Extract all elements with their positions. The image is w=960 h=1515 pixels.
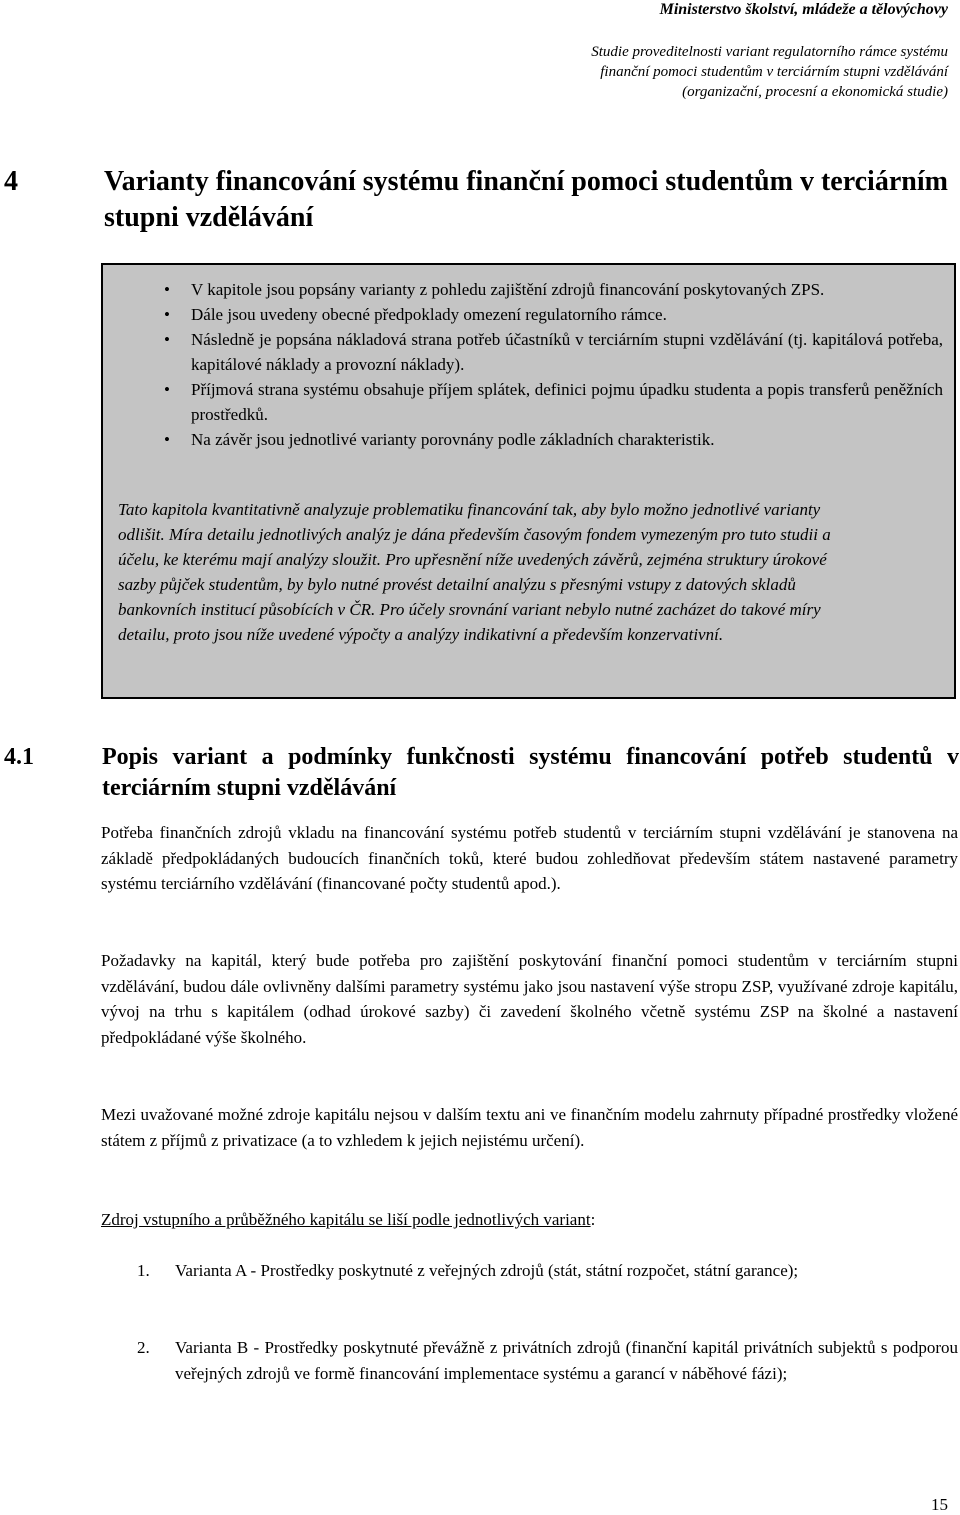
study-title xyxy=(248,42,948,102)
variants-intro xyxy=(101,1207,958,1233)
study-title-line-1: Studie proveditelnosti variant regulatorního rámce systému xyxy=(591,44,948,60)
summary-bullet xyxy=(118,277,943,302)
section-number: 4.1 xyxy=(4,744,34,770)
section-title: Popis variant a podmínky funkčnosti systému financování potřeb studentů v terciárním stupni vzdělávání xyxy=(102,744,959,801)
body-paragraph-1: Potřeba finančních zdrojů vkladu na financování systému potřeb studentů v terciárním stupni vzdělávání je stanovena na základě předpokládaných budoucích finančních toků, které budou zohledňovat především státem nastavené parametry systému terciárního vzdělávání (financované počty studentů apod.). xyxy=(101,823,958,893)
bullet-icon: • xyxy=(164,280,170,299)
variants-list xyxy=(101,1258,958,1284)
ministry-name: Ministerstvo školství, mládeže a tělovýchovy xyxy=(659,1,948,18)
study-title-line-2: finanční pomoci studentům v terciárním stupni vzdělávání xyxy=(600,64,948,80)
chapter-number: 4 xyxy=(4,166,18,197)
variant-number: 2. xyxy=(137,1338,150,1357)
variant-text: Varianta B - Prostředky poskytnuté převážně z privátních zdrojů (finanční kapitál privátních subjektů s podporou veřejných zdrojů ve formě financování implementace systému a garancí v náběhové fázi); xyxy=(175,1338,958,1383)
bullet-icon: • xyxy=(164,330,170,349)
study-title-line-3: (organizační, procesní a ekonomická studie) xyxy=(682,84,948,100)
section-heading xyxy=(4,742,959,804)
variant-text: Varianta A - Prostředky poskytnuté z veřejných zdrojů (stát, státní rozpočet, státní garance); xyxy=(175,1261,799,1280)
summary-bullet xyxy=(118,302,943,327)
summary-paragraph: Tato kapitola kvantitativně analyzuje problematiku financování tak, aby bylo možno jednotlivé varianty odlišit. Míra detailu jednotlivých analýz je dána především časovým fondem vymezeným pro tuto studii a účelu, ke kterému mají analýzy sloužit. Pro upřesnění níže uvedených závěrů, zejména struktury úrokové sazby půjček studentům, by bylo nutné provést detailní analýzu s přesnými vstupy z datových skladů bankovních institucí působících v ČR. Pro účely srovnání variant nebylo nutné zacházet do takové míry detailu, proto jsou níže uvedené výpočty a analýzy indikativní a především konzervativní. xyxy=(118,500,831,644)
variant-item-b xyxy=(101,1335,958,1386)
variants-intro-colon: : xyxy=(590,1210,596,1229)
bullet-text: Následně je popsána nákladová strana potřeb účastníků v terciárním stupni vzdělávání (tj. kapitálová potřeba, kapitálové náklady a provozní náklady). xyxy=(191,330,943,374)
bullet-text: Na závěr jsou jednotlivé varianty porovnány podle základních charakteristik. xyxy=(191,430,715,449)
variant-number: 1. xyxy=(137,1261,150,1280)
bullet-text: Dále jsou uvedeny obecné předpoklady omezení regulatorního rámce. xyxy=(191,305,667,324)
chapter-heading xyxy=(4,164,959,236)
variant-item-a xyxy=(101,1258,958,1284)
summary-bullet xyxy=(118,327,943,377)
bullet-icon: • xyxy=(164,430,170,449)
chapter-summary-box xyxy=(101,263,956,699)
bullet-text: V kapitole jsou popsány varianty z pohledu zajištění zdrojů financování poskytovaných ZPS. xyxy=(191,280,825,299)
summary-bullet xyxy=(118,427,943,452)
chapter-title: Varianty financování systému finanční pomoci studentům v terciárním stupni vzdělávání xyxy=(104,166,948,233)
body-paragraph-2: Požadavky na kapitál, který bude potřeba pro zajištění poskytování finanční pomoci studentům v terciárním stupni vzdělávání, budou dále ovlivněny dalšími parametry systému jako jsou nastavení výše stropu ZSP, využívané zdroje kapitálu, vývoj na trhu s kapitálem (odhad úrokové sazby) či zavedení školného včetně systému ZSP na školné a nastavení předpokládané výše školného. xyxy=(101,951,958,1047)
page-number: 15 xyxy=(931,1495,948,1514)
page-header xyxy=(248,0,948,102)
bullet-icon: • xyxy=(164,305,170,324)
summary-bullet-list xyxy=(118,277,943,452)
bullet-text: Příjmová strana systému obsahuje příjem splátek, definici pojmu úpadku studenta a popis transferů peněžních prostředků. xyxy=(191,380,943,424)
bullet-icon: • xyxy=(164,380,170,399)
variants-intro-underlined: Zdroj vstupního a průběžného kapitálu se liší podle jednotlivých variant xyxy=(101,1210,591,1229)
variants-list-continued xyxy=(101,1335,958,1386)
summary-bullet xyxy=(118,377,943,427)
body-paragraph-3: Mezi uvažované možné zdroje kapitálu nejsou v dalším textu ani ve finančním modelu zahrnuty případné prostředky vložené státem z příjmů z privatizace (a to vzhledem k jejich nejistému určení). xyxy=(101,1105,958,1150)
